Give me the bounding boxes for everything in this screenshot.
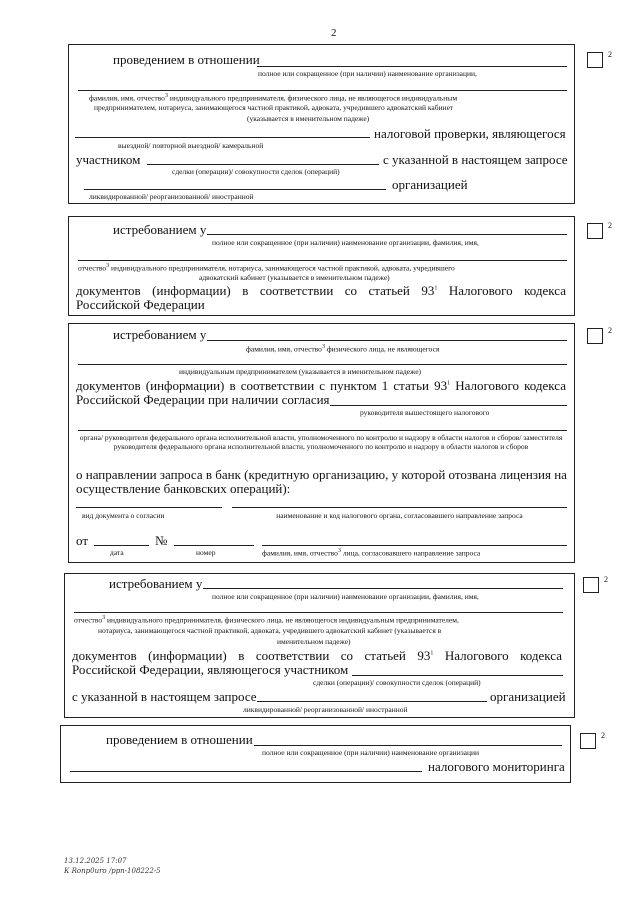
- b1-caption1: полное или сокращенное (при наличии) наименование организации,: [258, 69, 477, 78]
- b4-text2: Российской Федерации, являющегося участником: [72, 662, 349, 677]
- checkbox-request-participant[interactable]: [583, 577, 599, 593]
- b5-line1-label: проведением в отношении: [106, 732, 253, 747]
- b1-line3-label: участником: [76, 152, 141, 167]
- b3-fio-field[interactable]: [262, 545, 567, 546]
- b1-line2-label: налоговой проверки, являющегося: [374, 126, 566, 141]
- checkbox-note: 2: [608, 50, 612, 59]
- b2-text2: Российской Федерации: [76, 297, 205, 312]
- b4-caption4: именительном падеже): [277, 637, 351, 646]
- b1-caption2: фамилия, имя, отчество$^3$ индивидуального предпринимателя, физического лица, не являющегося индивидуальным: [89, 93, 458, 103]
- b3-consent-field[interactable]: [330, 405, 567, 406]
- b4-caption2: отчество$^3$ индивидуального предпринимателя, физического лица, не являющегося индивидуальным предпринимателем,: [74, 615, 459, 625]
- b1-line3-right: с указанной в настоящем запросе: [383, 152, 568, 167]
- b3-line1-field[interactable]: [207, 340, 567, 341]
- b4-text4: организацией: [490, 689, 566, 704]
- b1-line3-field[interactable]: [147, 164, 379, 165]
- b5-caption1: полное или сокращенное (при наличии) наименование организации: [262, 748, 480, 757]
- b1-caption6: сделки (операции)/ совокупности сделок (операций): [172, 167, 340, 176]
- b4-text3: с указанной в настоящем запросе: [72, 689, 257, 704]
- b3-caption6: наименование и код налогового органа, согласовавшего направление запроса: [276, 511, 523, 520]
- page-number: 2: [331, 27, 337, 39]
- b3-line1-label: истребованием у: [113, 327, 207, 342]
- b4-text1: документов (информации) в соответствии со статьей $93^1$ Налогового кодекса: [72, 648, 562, 663]
- b3-from-label: от: [76, 533, 89, 548]
- b3-caption3: руководителя вышестоящего налогового: [360, 408, 490, 417]
- b4-org-field[interactable]: [257, 701, 487, 702]
- checkbox-tax-audit[interactable]: [587, 52, 603, 68]
- b4-line1b-field[interactable]: [74, 612, 563, 613]
- checkbox-note: 2: [601, 731, 605, 740]
- b2-line1-label: истребованием у: [113, 222, 207, 237]
- b3-caption-date: дата: [110, 548, 124, 557]
- b1-caption5: выездной/ повторной выездной/ камеральной: [118, 141, 264, 150]
- b1-caption4: (указывается в именительном падеже): [247, 114, 370, 123]
- b4-line1-label: истребованием у: [109, 576, 203, 591]
- b1-line1-label: проведением в отношении: [113, 52, 260, 67]
- checkbox-note: 2: [604, 575, 608, 584]
- checkbox-note: 2: [608, 221, 612, 230]
- b2-line1b-field[interactable]: [78, 260, 567, 261]
- checkbox-note: 2: [608, 326, 612, 335]
- b3-consent-field-2[interactable]: [78, 430, 567, 431]
- b4-line1-field[interactable]: [203, 588, 563, 589]
- b3-date-field[interactable]: [94, 545, 149, 546]
- b3-caption-number: номер: [196, 548, 216, 557]
- section-tax-audit: [68, 44, 575, 204]
- b3-tax-organ-field[interactable]: [232, 507, 567, 508]
- b3-text2: Российской Федерации при наличии согласия: [76, 392, 330, 407]
- b3-caption-fio: фамилия, имя, отчество$^3$ лица, согласовавшего направление запроса: [262, 548, 481, 558]
- b1-line1-field[interactable]: [257, 66, 567, 67]
- b3-caption4: органа/ руководителя федерального органа исполнительной власти, уполномоченного по контролю и надзору в области налогов и сборов/ заместителя руководителя федерального органа исполнительной власти, уполномоченного по контролю и надзору в области налогов и сборов: [79, 433, 563, 451]
- b1-line1b-field[interactable]: [78, 90, 567, 91]
- footer-doc-id: К Ronp0uro /ppn-108222-5: [64, 867, 161, 875]
- b1-line4-field[interactable]: [84, 189, 386, 190]
- b3-caption2: индивидуальным предпринимателем (указывается в именительном падеже): [179, 367, 422, 376]
- b3-line1b-field[interactable]: [78, 364, 567, 365]
- b4-participant-field[interactable]: [352, 675, 563, 676]
- b3-number-field[interactable]: [174, 545, 254, 546]
- b2-text1: документов (информации) в соответствии со статьей $93^1$ Налогового кодекса: [76, 283, 566, 298]
- b2-caption1: полное или сокращенное (при наличии) наименование организации, фамилия, имя,: [212, 238, 479, 247]
- b1-line2-field[interactable]: [75, 137, 370, 138]
- footer-timestamp: 13.12.2025 17:07: [64, 857, 127, 865]
- checkbox-monitoring[interactable]: [580, 733, 596, 749]
- b1-caption7: ликвидированной/ реорганизованной/ иностранной: [89, 192, 254, 201]
- b1-caption3: предпринимателем, нотариуса, занимающегося частной практикой, адвоката, учредившего адвокатский кабинет: [94, 103, 454, 112]
- b2-line1-field[interactable]: [207, 234, 567, 235]
- b3-num-label: №: [155, 533, 168, 548]
- b3-text4: осуществление банковских операций):: [76, 481, 291, 496]
- b4-caption5: сделки (операции)/ совокупности сделок (операций): [313, 678, 481, 687]
- b3-text1: документов (информации) в соответствии с пунктом 1 статьи $93^1$ Налогового кодекса: [76, 378, 566, 393]
- b2-caption2: отчество$^3$ индивидуального предпринимателя, нотариуса, занимающегося частной практикой, адвоката, учредившего: [78, 263, 455, 273]
- b3-text3: о направлении запроса в банк (кредитную организацию, у которой отозвана лицензия на: [76, 467, 567, 482]
- checkbox-request-org[interactable]: [587, 223, 603, 239]
- b4-caption6: ликвидированной/ реорганизованной/ иностранной: [243, 705, 408, 714]
- checkbox-request-person[interactable]: [587, 328, 603, 344]
- b3-caption5: вид документа о согласии: [82, 511, 165, 520]
- b5-line2-field[interactable]: [70, 771, 422, 772]
- b5-text2: налогового мониторинга: [428, 759, 565, 774]
- b4-caption1: полное или сокращенное (при наличии) наименование организации, фамилия, имя,: [212, 592, 479, 601]
- b4-caption3: нотариуса, занимающегося частной практикой, адвоката, учредившего адвокатский кабинет (указывается в: [98, 626, 442, 635]
- b3-doc-type-field[interactable]: [76, 507, 222, 508]
- b2-caption3: адвокатский кабинет (указывается в именительном падеже): [199, 273, 390, 282]
- b5-line1-field[interactable]: [254, 745, 562, 746]
- b3-caption1: фамилия, имя, отчество$^3$ физического лица, не являющегося: [246, 344, 440, 354]
- b1-line4-label: организацией: [392, 177, 468, 192]
